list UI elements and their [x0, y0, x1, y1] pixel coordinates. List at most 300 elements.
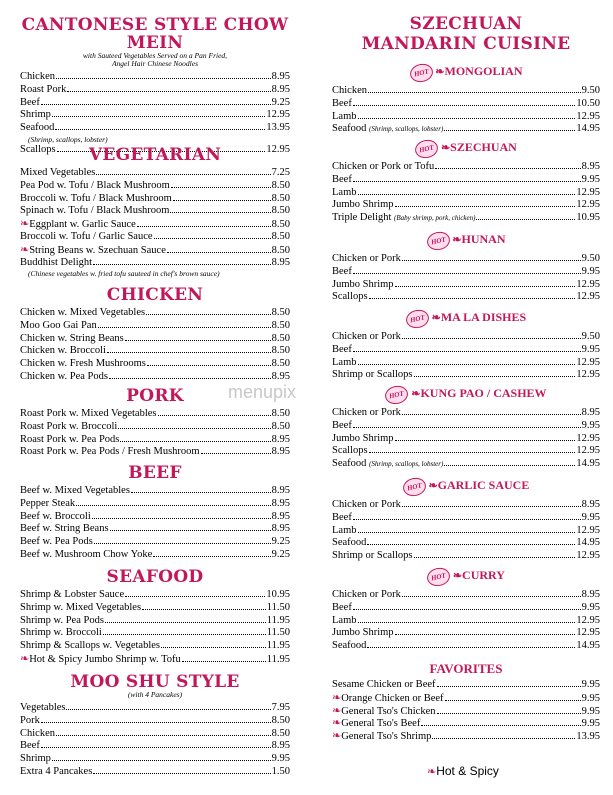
item-price: 8.95 — [271, 370, 290, 382]
item-name: Roast Pork — [20, 83, 67, 95]
item-price: 11.95 — [266, 614, 290, 626]
menu-item — [332, 627, 600, 640]
item-name: ❧Orange Chicken or Beef — [332, 691, 444, 704]
item-price: 8.50 — [271, 420, 290, 432]
menu-item — [20, 109, 290, 122]
menu-item — [20, 485, 290, 498]
section-title — [332, 386, 600, 404]
item-price: 12.95 — [576, 291, 600, 303]
item-name: Chicken — [332, 85, 367, 96]
item-price: 8.50 — [271, 345, 290, 357]
item-price: 7.95 — [271, 702, 290, 713]
menu-item — [332, 640, 600, 653]
leader-dots — [402, 596, 581, 597]
menu-item — [332, 344, 600, 357]
chili-pepper-icon: ❧ — [411, 388, 421, 400]
menu-section — [20, 464, 290, 562]
item-name: Lamb — [332, 614, 357, 626]
leader-dots — [414, 557, 576, 558]
leader-dots — [437, 686, 581, 687]
menu-item — [332, 253, 600, 266]
leader-dots — [395, 286, 576, 287]
item-name: Seafood (Shrimp, scallops, lobster) — [332, 123, 444, 135]
leader-dots — [66, 709, 270, 710]
section-title: FAVORITES — [429, 661, 503, 676]
item-name: Chicken or Pork — [332, 407, 401, 418]
menu-item — [20, 408, 290, 421]
menu-item — [20, 257, 290, 270]
item-price: 8.95 — [581, 499, 600, 510]
hot-badge-icon: HOT — [425, 566, 451, 588]
item-price: 11.95 — [266, 653, 290, 665]
menu-item — [20, 71, 290, 84]
item-name: Roast Pork w. Pea Pods — [20, 433, 120, 445]
item-name: Lamb — [332, 524, 357, 536]
menu-section — [332, 386, 600, 471]
menu-item — [332, 123, 600, 136]
item-name: Mixed Vegetables — [20, 167, 96, 178]
menu-section — [332, 568, 600, 653]
menu-item — [20, 511, 290, 524]
leader-dots — [367, 647, 575, 648]
menu-item — [332, 589, 600, 602]
menu-item — [332, 730, 600, 743]
item-name: Pork — [20, 714, 40, 726]
item-price: 9.95 — [581, 511, 600, 523]
item-name: Vegetables — [20, 702, 66, 713]
leader-dots — [353, 181, 581, 182]
leader-dots — [96, 174, 270, 175]
item-price: 7.25 — [271, 167, 290, 178]
leader-dots — [444, 130, 575, 131]
item-price: 8.95 — [271, 71, 290, 82]
item-name: Jumbo Shrimp — [332, 432, 394, 444]
menu-item — [20, 345, 290, 358]
item-name: Seafood — [20, 122, 55, 134]
item-name: ❧General Tso's Chicken — [332, 704, 436, 717]
leader-dots — [421, 725, 580, 726]
item-name: Pea Pod w. Tofu / Black Mushroom — [20, 179, 170, 191]
item-price: 9.95 — [581, 679, 600, 690]
item-name: Roast Pork w. Pea Pods / Fresh Mushroom — [20, 446, 200, 458]
menu-item — [332, 407, 600, 420]
menu-section — [20, 673, 290, 779]
menu-section — [332, 478, 600, 563]
item-note: (Shrimp, scallops, lobster) — [369, 125, 444, 134]
menu-item — [20, 307, 290, 320]
menu-item — [20, 333, 290, 346]
chili-pepper-icon: ❧ — [20, 218, 30, 231]
leader-dots — [52, 116, 265, 117]
leader-dots — [476, 219, 575, 220]
section-title-text: SZECHUAN — [450, 140, 517, 154]
leader-dots — [395, 634, 576, 635]
section-subtitle: with Sauteed Vegetables Served on a Pan Fried, — [82, 51, 228, 60]
leader-dots — [369, 298, 576, 299]
item-name: Roast Pork w. Broccoli — [20, 420, 118, 432]
menu-item — [20, 167, 290, 180]
leader-dots — [55, 129, 265, 130]
item-name: Chicken — [20, 727, 55, 739]
menu-item — [20, 640, 290, 653]
leader-dots — [56, 735, 271, 736]
item-name: Chicken or Pork — [332, 589, 401, 600]
menu-item — [20, 753, 290, 766]
chili-pepper-icon: ❧ — [427, 766, 437, 778]
leader-dots — [93, 773, 270, 774]
menu-item — [332, 537, 600, 550]
item-note: (Chinese vegetables w. fried tofu sauteed in chef's brown sauce) — [28, 269, 220, 279]
item-name: Spinach w. Tofu / Black Mushroom — [20, 205, 170, 217]
item-price: 12.95 — [576, 110, 600, 122]
leader-dots — [118, 428, 270, 429]
item-name: Pepper Steak — [20, 497, 76, 509]
item-name: Chicken or Pork — [332, 253, 401, 264]
leader-dots — [67, 91, 270, 92]
menu-item — [332, 98, 600, 111]
menu-item — [332, 331, 600, 344]
item-name: Extra 4 Pancakes — [20, 765, 93, 777]
chili-pepper-icon: ❧ — [332, 704, 342, 717]
chili-pepper-icon: ❧ — [452, 234, 462, 246]
menu-item — [20, 231, 290, 244]
section-subtitle: (with 4 Pancakes) — [127, 690, 183, 699]
menu-item — [332, 85, 600, 98]
menu-item — [20, 766, 290, 779]
item-name: Broccoli w. Tofu / Garlic Sauce — [20, 230, 153, 242]
item-price: 9.95 — [581, 705, 600, 717]
watermark: menupix — [228, 382, 297, 402]
leader-dots — [358, 622, 576, 623]
leader-dots — [52, 760, 271, 761]
menu-item — [332, 369, 600, 382]
menu-item — [20, 320, 290, 333]
leader-dots — [41, 104, 271, 105]
item-price: 14.95 — [576, 458, 600, 470]
item-price: 9.50 — [581, 85, 600, 96]
leader-dots — [56, 78, 271, 79]
cuisine-header — [332, 14, 600, 54]
leader-dots — [437, 713, 581, 714]
item-price: 8.50 — [271, 192, 290, 204]
leader-dots — [358, 118, 576, 119]
menu-item — [20, 446, 290, 459]
section-title-text: CURRY — [462, 568, 505, 582]
menu-item — [20, 589, 290, 602]
hot-badge-icon: HOT — [404, 308, 430, 330]
menu-item — [332, 161, 600, 174]
item-price: 11.50 — [266, 601, 290, 613]
item-name: Beef — [332, 265, 352, 277]
section-title-text: KUNG PAO / CASHEW — [420, 386, 547, 400]
leader-dots — [353, 351, 581, 352]
menu-item — [332, 279, 600, 292]
chili-pepper-icon: ❧ — [332, 717, 342, 730]
section-title: CHICKEN — [106, 285, 204, 305]
item-name: ❧General Tso's Beef — [332, 717, 421, 730]
item-name: Buddhist Delight — [20, 256, 93, 268]
leader-dots — [395, 206, 576, 207]
leader-dots — [158, 415, 271, 416]
item-name: Broccoli w. Tofu / Black Mushroom — [20, 192, 172, 204]
section-title: CANTONESE STYLE CHOW MEIN — [21, 15, 289, 53]
leader-dots — [41, 747, 271, 748]
cuisine-title: MANDARIN CUISINE — [361, 34, 571, 54]
item-price: 8.95 — [271, 485, 290, 496]
item-price: 8.95 — [271, 497, 290, 509]
item-price: 8.95 — [271, 256, 290, 268]
item-price: 8.50 — [271, 230, 290, 242]
leader-dots — [94, 543, 271, 544]
item-price: 8.95 — [271, 510, 290, 522]
item-price: 9.95 — [581, 173, 600, 185]
leader-dots — [358, 194, 576, 195]
leader-dots — [368, 92, 581, 93]
section-title — [332, 140, 600, 158]
item-price: 9.95 — [581, 601, 600, 613]
leader-dots — [353, 273, 581, 274]
leader-dots — [353, 105, 576, 106]
menu-item — [332, 615, 600, 628]
menu-section — [20, 143, 290, 279]
leader-dots — [402, 260, 581, 261]
menu-item — [332, 550, 600, 563]
leader-dots — [414, 376, 576, 377]
item-price: 12.95 — [576, 614, 600, 626]
leader-dots — [367, 544, 575, 545]
item-price: 9.95 — [581, 692, 600, 704]
hot-badge-icon: HOT — [401, 476, 427, 498]
item-name: Lamb — [332, 356, 357, 368]
item-price: 9.95 — [581, 718, 600, 730]
item-name: Sesame Chicken or Beef — [332, 679, 436, 690]
item-price: 14.95 — [576, 640, 600, 652]
leader-dots — [432, 738, 575, 739]
item-name: Beef — [332, 601, 352, 613]
item-price: 8.50 — [271, 179, 290, 191]
favorites-section — [332, 662, 600, 743]
item-price: 12.95 — [576, 356, 600, 368]
item-name: ❧Eggplant w. Garlic Sauce — [20, 218, 136, 231]
leader-dots — [395, 440, 576, 441]
item-name: Shrimp or Scallops — [332, 369, 413, 381]
item-price: 12.95 — [266, 109, 290, 121]
item-price: 14.95 — [576, 537, 600, 549]
menu-item — [20, 122, 290, 135]
menu-item — [332, 499, 600, 512]
menu-item — [332, 199, 600, 212]
leader-dots — [153, 556, 270, 557]
menu-section — [332, 232, 600, 304]
item-name: Lamb — [332, 186, 357, 198]
item-note: (Shrimp, scallops, lobster) — [369, 460, 444, 469]
menu-item — [20, 180, 290, 193]
leader-dots — [93, 264, 271, 265]
item-name: ❧String Beans w. Szechuan Sauce — [20, 243, 166, 256]
item-price: 12.95 — [576, 432, 600, 444]
leader-dots — [402, 506, 581, 507]
item-price: 12.95 — [576, 369, 600, 381]
item-price: 9.95 — [581, 265, 600, 277]
chili-pepper-icon: ❧ — [435, 66, 445, 78]
item-name: Beef — [20, 96, 40, 108]
section-title: SEAFOOD — [106, 567, 204, 587]
leader-dots — [98, 327, 271, 328]
leader-dots — [146, 314, 271, 315]
menu-item — [20, 702, 290, 715]
menu-item — [20, 523, 290, 536]
leader-dots — [137, 226, 271, 227]
item-price: 8.50 — [271, 307, 290, 318]
item-name: Chicken w. Fresh Mushrooms — [20, 358, 146, 370]
chili-pepper-icon: ❧ — [431, 312, 441, 324]
menu-item — [332, 111, 600, 124]
item-name: Beef — [20, 740, 40, 752]
legend — [427, 764, 499, 778]
item-name: Jumbo Shrimp — [332, 627, 394, 639]
item-price: 13.95 — [266, 122, 290, 134]
item-price: 12.95 — [576, 524, 600, 536]
item-price: 8.95 — [581, 161, 600, 172]
item-price: 12.95 — [576, 627, 600, 639]
chili-pepper-icon: ❧ — [20, 243, 30, 256]
item-price: 10.95 — [576, 212, 600, 224]
menu-item — [20, 244, 290, 257]
menu-section — [20, 16, 290, 157]
item-price: 11.95 — [266, 640, 290, 652]
item-name: Chicken w. Pea Pods — [20, 370, 108, 382]
menu-item — [332, 420, 600, 433]
leader-dots — [76, 505, 271, 506]
item-name: Shrimp & Scallops w. Vegetables — [20, 640, 160, 652]
menu-item — [20, 615, 290, 628]
item-name: Shrimp & Lobster Sauce — [20, 589, 125, 600]
menu-item — [332, 512, 600, 525]
section-title — [332, 568, 600, 586]
leader-dots — [41, 722, 271, 723]
leader-dots — [444, 465, 575, 466]
menu-item — [20, 358, 290, 371]
item-price: 9.25 — [271, 536, 290, 548]
menu-item — [20, 84, 290, 97]
item-name: Shrimp w. Mixed Vegetables — [20, 601, 142, 613]
leader-dots — [201, 453, 271, 454]
item-name: Jumbo Shrimp — [332, 199, 394, 211]
menu-item — [20, 627, 290, 640]
menu-item — [332, 174, 600, 187]
item-price: 9.50 — [581, 331, 600, 342]
menu-item — [332, 266, 600, 279]
item-name: Jumbo Shrimp — [332, 278, 394, 290]
leader-dots — [435, 168, 580, 169]
item-price: 11.50 — [266, 627, 290, 639]
item-price: 8.95 — [581, 407, 600, 418]
item-name: Seafood — [332, 640, 367, 652]
item-price: 9.95 — [271, 753, 290, 765]
chili-pepper-icon: ❧ — [20, 652, 30, 665]
leader-dots — [92, 518, 271, 519]
chili-pepper-icon: ❧ — [332, 691, 342, 704]
leader-dots — [161, 647, 266, 648]
leader-dots — [142, 609, 266, 610]
menu-item — [332, 705, 600, 718]
item-price: 8.95 — [271, 446, 290, 458]
menu-item — [332, 212, 600, 225]
leader-dots — [109, 378, 271, 379]
hot-badge-icon: HOT — [414, 138, 440, 160]
menu-item — [332, 717, 600, 730]
menu-item — [332, 602, 600, 615]
section-title — [332, 232, 600, 250]
leader-dots — [131, 492, 271, 493]
item-price: 14.95 — [576, 123, 600, 135]
item-name: Scallops — [20, 143, 56, 155]
leader-dots — [110, 530, 271, 531]
item-name: Triple Delight (Baby shrimp, pork, chicken) — [332, 212, 476, 224]
item-name: Shrimp w. Pea Pods — [20, 614, 104, 626]
item-name: ❧General Tso's Shrimp — [332, 730, 432, 743]
menu-section — [20, 286, 290, 384]
item-price: 12.95 — [576, 199, 600, 211]
menu-item — [20, 218, 290, 231]
item-name: Seafood (Shrimp, scallops, lobster) — [332, 458, 444, 470]
menu-item — [332, 692, 600, 705]
menu-item — [20, 549, 290, 562]
chili-pepper-icon: ❧ — [332, 730, 342, 743]
item-name: Chicken w. Broccoli — [20, 345, 106, 357]
hot-badge-icon: HOT — [425, 230, 451, 252]
menu-item — [20, 653, 290, 666]
section-title: MOO SHU STYLE — [70, 672, 240, 692]
leader-dots — [353, 609, 581, 610]
item-price: 13.95 — [576, 731, 600, 743]
item-name: Beef w. String Beans — [20, 523, 109, 535]
item-price: 8.50 — [271, 205, 290, 217]
leader-dots — [445, 700, 581, 701]
menu-item — [20, 434, 290, 447]
leader-dots — [107, 352, 271, 353]
menu-item — [332, 433, 600, 446]
item-price: 12.95 — [576, 445, 600, 457]
menu-section — [332, 140, 600, 225]
item-price: 8.95 — [271, 740, 290, 752]
section-title-text: HUNAN — [461, 232, 506, 246]
leader-dots — [182, 661, 266, 662]
item-name: Roast Pork w. Mixed Vegetables — [20, 408, 157, 419]
item-price: 9.95 — [581, 343, 600, 355]
item-name: Chicken or Pork or Tofu — [332, 161, 435, 172]
item-price: 9.95 — [581, 419, 600, 431]
item-price: 8.50 — [271, 319, 290, 331]
item-price: 8.50 — [271, 727, 290, 739]
leader-dots — [125, 596, 265, 597]
item-name: ❧Hot & Spicy Jumbo Shrimp w. Tofu — [20, 652, 181, 665]
item-price: 8.50 — [271, 358, 290, 370]
item-name: Scallops — [332, 445, 368, 457]
item-price: 8.50 — [271, 244, 290, 256]
leader-dots — [147, 365, 271, 366]
leader-dots — [173, 200, 271, 201]
item-price: 12.95 — [576, 186, 600, 198]
item-name: Beef — [332, 97, 352, 109]
leader-dots — [358, 364, 576, 365]
section-title-text: GARLIC SAUCE — [437, 478, 530, 492]
menu-item — [20, 728, 290, 741]
section-title: BEEF — [128, 463, 182, 483]
legend-text: Hot & Spicy — [436, 764, 499, 778]
leader-dots — [369, 452, 576, 453]
menu-item — [20, 715, 290, 728]
